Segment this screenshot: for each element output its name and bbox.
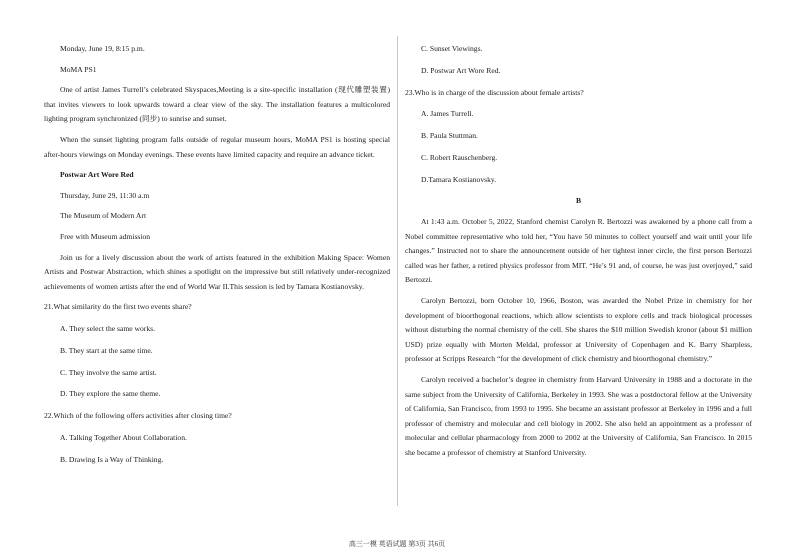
question-22-option-d: D. Postwar Art Wore Red.: [421, 65, 501, 75]
passage-b-paragraph-1: At 1:43 a.m. October 5, 2022, Stanford chemist Carolyn R. Bertozzi was awakened by a phone call from a Nobel committee representative who told her, “You have 50 minutes to collect yourself and wait until your life changes.” Instructed not to share the announcement outside of her tightest inner circle, the first person Bertozzi called was her father, a retired physics professor from MIT. “He’s 91 and, of course, he was just overjoyed,” said Bertozzi.: [405, 217, 752, 285]
question-22-option-c: C. Sunset Viewings.: [421, 44, 483, 53]
question-23-option-c: C. Robert Rauschenberg.: [421, 152, 498, 162]
event1-venue: MoMA PS1: [60, 64, 97, 74]
question-23-option-a: A. James Turrell.: [421, 109, 474, 119]
event1-description: One of artist James Turrell’s celebrated Skyspaces,Meeting is a site-specific installation (现代雕塑装置) that invites viewers to look upwards toward a clear view of the sky. The installation features a multicolored lighting program synchronized (同步) to sunrise and sunset.: [44, 85, 390, 124]
question-21-option-b: B. They start at the same time.: [60, 345, 153, 355]
question-23-option-b: B. Paula Stuttman.: [421, 131, 478, 141]
event2-title: Postwar Art Wore Red: [60, 170, 134, 180]
question-23-stem: 23.Who is in charge of the discussion about female artists?: [405, 87, 584, 97]
event1-date: Monday, June 19, 8:15 p.m.: [60, 44, 145, 53]
right-column: [405, 42, 752, 467]
event2-description: Join us for a lively discussion about the work of artists featured in the exhibition Making Space: Women Artists and Postwar Abstraction, which shines a spotlight on the impressive but still relatively under-recognized achievements of women artists after the end of World War II.This session is led by Tamara Kostianovsky.: [44, 252, 390, 291]
question-22-stem: 22.Which of the following offers activities after closing time?: [44, 411, 232, 421]
question-21-stem: 21.What similarity do the first two events share?: [44, 302, 192, 312]
question-22-option-a: A. Talking Together About Collaboration.: [60, 433, 187, 442]
passage-b-paragraph-2: Carolyn Bertozzi, born October 10, 1966, Boston, was awarded the Nobel Prize in chemistry for her development of bioorthogonal reactions, which allow scientists to explore cells and track biological processes without disturbing the normal chemistry of the cell. She shares the $10 million Swedish kronor (about $1 million USD) prize equally with Morten Meldal, professor at University of Copenhagen and K. Barry Sharpless, professor at Scripps Research “for the development of click chemistry and bioorthogonal chemistry.”: [405, 296, 752, 364]
left-column: [44, 42, 390, 475]
question-21-option-c: C. They involve the same artist.: [60, 367, 157, 377]
question-21-option-d: D. They explore the same theme.: [60, 389, 161, 399]
page-footer: 高三一模 英语试题 第3页 共6页: [348, 540, 446, 548]
passage-b-paragraph-3: Carolyn received a bachelor’s degree in chemistry from Harvard University in 1988 and a doctorate in the same subject from the University of California, Berkeley in 1993. She was a postdoctoral fellow at the University of California, San Francisco, from 1993 to 1995. She became an assistant professor at Berkeley in 1996 and a full professor of chemistry and molecular and cell biology in 2002. She also held an appointment as a professor of molecular and cellular pharmacology from 2000 to 2002 at the University of California, San Francisco. In 2015 she became a professor of chemistry at Stanford University.: [405, 375, 752, 457]
question-23-option-d: D.Tamara Kostianovsky.: [421, 174, 497, 184]
question-22-option-b: B. Drawing Is a Way of Thinking.: [60, 454, 164, 464]
event2-date: Thursday, June 29, 11:30 a.m: [60, 190, 150, 200]
event2-venue: The Museum of Modern Art: [60, 211, 147, 221]
event1-description-2: When the sunset lighting program falls outside of regular museum hours, MoMA PS1 is hosting special after-hours viewings on Monday evenings. These events have limited capacity and require an advance ticket.: [44, 134, 390, 159]
question-21-option-a: A. They select the same works.: [60, 324, 155, 334]
event2-admission: Free with Museum admission: [60, 231, 151, 241]
section-b-heading: B: [575, 196, 582, 206]
column-divider: [397, 36, 398, 506]
